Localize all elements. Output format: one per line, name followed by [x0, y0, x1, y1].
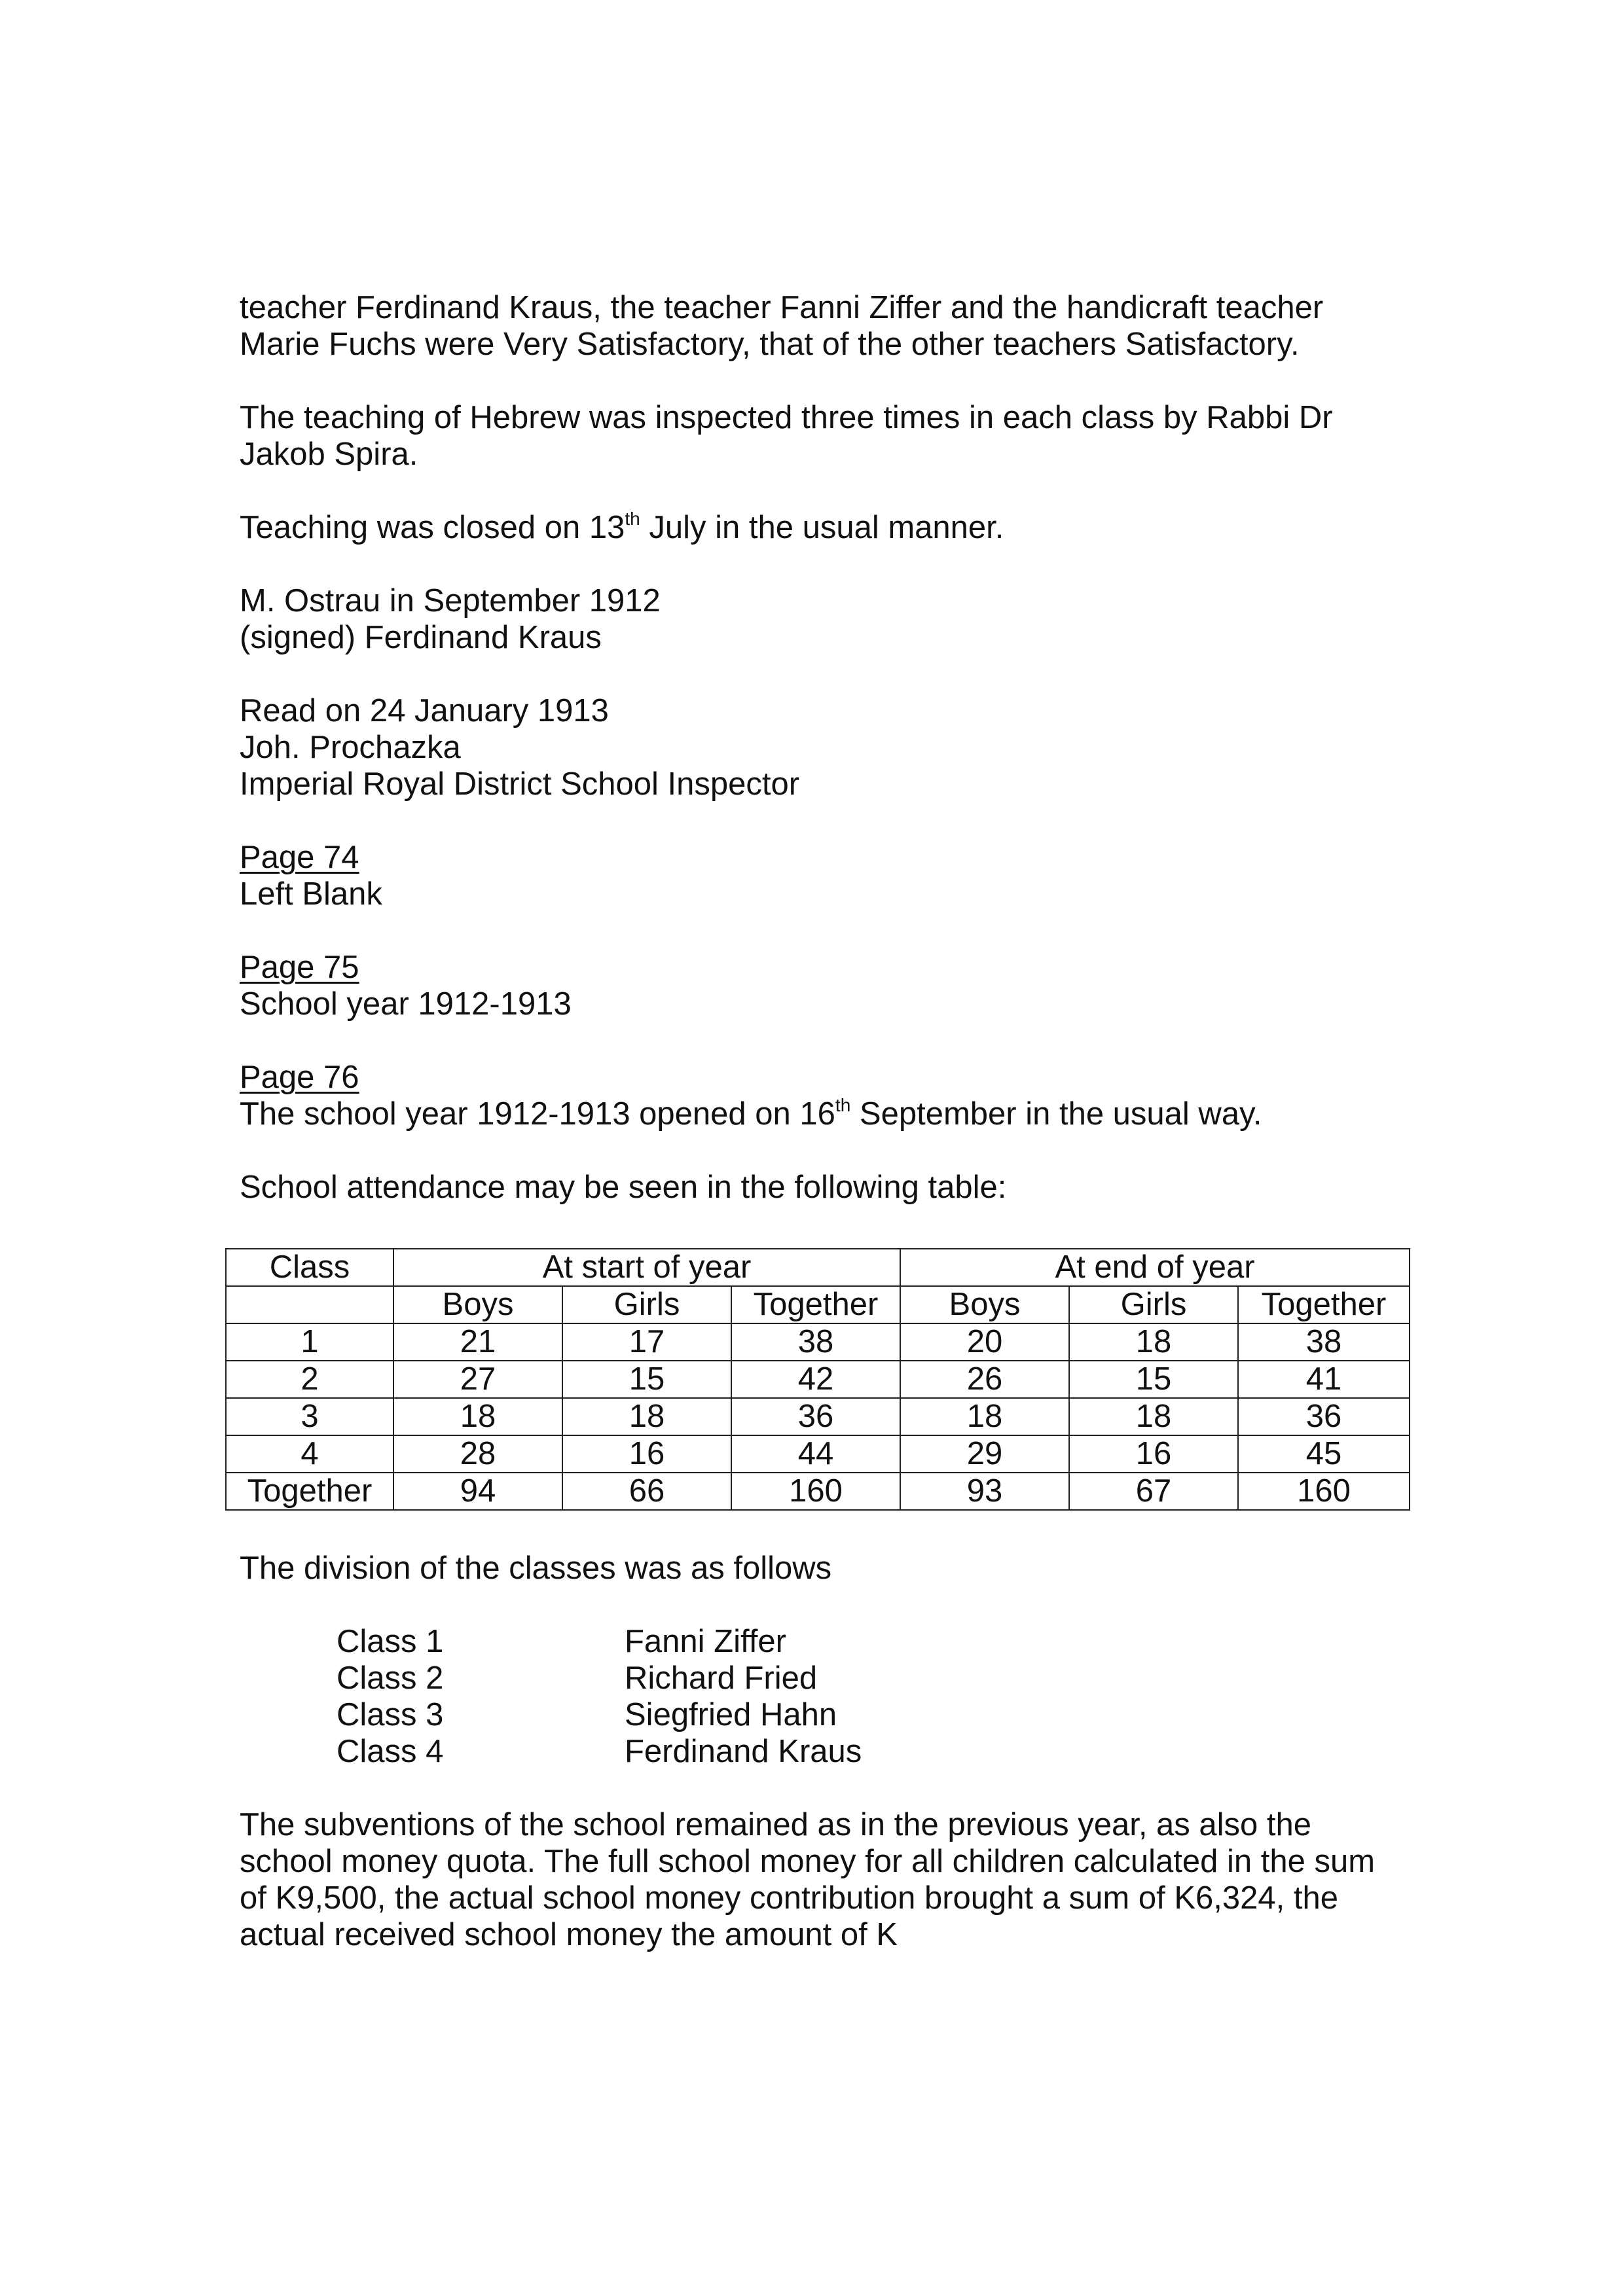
page-heading: Page 76: [240, 1060, 359, 1095]
subheader-boys: Boys: [393, 1286, 562, 1323]
teacher-name: Ferdinand Kraus: [625, 1734, 862, 1769]
table-cell: 17: [562, 1323, 731, 1361]
page-heading: Page 75: [240, 950, 359, 985]
inspector-block: [240, 692, 1412, 802]
table-cell: 28: [393, 1435, 562, 1473]
text-line: of K9,500, the actual school money contribution brought a sum of K6,324, the: [240, 1880, 1338, 1916]
table-total-row: [226, 1473, 1410, 1510]
table-cell: 1: [226, 1323, 393, 1361]
page-74-section: [240, 839, 1412, 912]
teacher-name: Fanni Ziffer: [625, 1624, 786, 1659]
paragraph-hebrew-inspection: [240, 399, 1412, 473]
class-label: Class 4: [337, 1734, 444, 1769]
text-line: The subventions of the school remained as in the previous year, as also the: [240, 1807, 1312, 1842]
attendance-table: [225, 1248, 1410, 1511]
table-cell: 4: [226, 1435, 393, 1473]
text-line: Joh. Prochazka: [240, 730, 461, 765]
text-line: The teaching of Hebrew was inspected three times in each class by Rabbi Dr: [240, 400, 1333, 435]
table-cell: 160: [1238, 1473, 1410, 1510]
table-subheader-row: [226, 1286, 1410, 1323]
attendance-intro: School attendance may be seen in the following table:: [240, 1170, 1007, 1205]
list-item: [337, 1696, 862, 1733]
text-line: actual received school money the amount of K: [240, 1917, 898, 1952]
class-label: Class 3: [337, 1697, 444, 1732]
table-cell: 44: [731, 1435, 900, 1473]
text-fragment: September in the usual way.: [850, 1096, 1262, 1132]
table-cell: 26: [900, 1361, 1069, 1398]
table-cell: 21: [393, 1323, 562, 1361]
text-line: Read on 24 January 1913: [240, 693, 609, 728]
list-item: [337, 1623, 862, 1660]
header-at-start-of-year: At start of year: [393, 1249, 900, 1286]
page-heading: Page 74: [240, 840, 359, 875]
ordinal-suffix: th: [835, 1095, 851, 1115]
table-cell: 29: [900, 1435, 1069, 1473]
header-at-end-of-year: At end of year: [900, 1249, 1410, 1286]
table-cell: 38: [1238, 1323, 1410, 1361]
table-cell: 3: [226, 1398, 393, 1435]
subheader-empty: [226, 1286, 393, 1323]
table-cell: Together: [226, 1473, 393, 1510]
subheader-together: Together: [1238, 1286, 1410, 1323]
table-cell: 2: [226, 1361, 393, 1398]
table-row: [226, 1435, 1410, 1473]
subheader-together: Together: [731, 1286, 900, 1323]
table-cell: 66: [562, 1473, 731, 1510]
document-body: [240, 289, 1412, 1206]
signature-block: [240, 583, 1412, 656]
teacher-name: Richard Fried: [625, 1660, 818, 1696]
table-cell: 20: [900, 1323, 1069, 1361]
text-line: M. Ostrau in September 1912: [240, 583, 661, 619]
class-label: Class 1: [337, 1624, 444, 1659]
table-cell: 18: [1069, 1398, 1238, 1435]
table-cell: 18: [562, 1398, 731, 1435]
list-item: [337, 1660, 862, 1696]
text-fragment: Teaching was closed on 13: [240, 510, 625, 545]
text-line: Imperial Royal District School Inspector: [240, 766, 800, 802]
text-line: Marie Fuchs were Very Satisfactory, that of the other teachers Satisfactory.: [240, 327, 1300, 362]
table-row: [226, 1398, 1410, 1435]
table-cell: 18: [1069, 1323, 1238, 1361]
text-line: Left Blank: [240, 876, 382, 912]
table-cell: 36: [1238, 1398, 1410, 1435]
subheader-girls: Girls: [562, 1286, 731, 1323]
table-cell: 41: [1238, 1361, 1410, 1398]
table-cell: 160: [731, 1473, 900, 1510]
header-class: Class: [226, 1249, 393, 1286]
text-fragment: July in the usual manner.: [640, 510, 1004, 545]
table-header-row: [226, 1249, 1410, 1286]
table-cell: 16: [562, 1435, 731, 1473]
text-line: school money quota. The full school money for all children calculated in the sum: [240, 1844, 1376, 1879]
table-row: [226, 1361, 1410, 1398]
table-cell: 36: [731, 1398, 900, 1435]
table-cell: 27: [393, 1361, 562, 1398]
text-line: (signed) Ferdinand Kraus: [240, 620, 602, 655]
table-cell: 45: [1238, 1435, 1410, 1473]
text-line: teacher Ferdinand Kraus, the teacher Fanni Ziffer and the handicraft teacher: [240, 290, 1324, 325]
table-cell: 16: [1069, 1435, 1238, 1473]
page-75-section: [240, 949, 1412, 1022]
class-label: Class 2: [337, 1660, 444, 1696]
text-fragment: The school year 1912-1913 opened on 16: [240, 1096, 835, 1132]
table-cell: 94: [393, 1473, 562, 1510]
paragraph-teacher-ratings: [240, 289, 1412, 363]
text-line: School year 1912-1913: [240, 986, 572, 1022]
table-cell: 15: [562, 1361, 731, 1398]
table-cell: 93: [900, 1473, 1069, 1510]
table-cell: 15: [1069, 1361, 1238, 1398]
division-intro: The division of the classes was as follows: [240, 1551, 832, 1586]
table-row: [226, 1323, 1410, 1361]
table-cell: 42: [731, 1361, 900, 1398]
subheader-boys: Boys: [900, 1286, 1069, 1323]
table-cell: 38: [731, 1323, 900, 1361]
table-cell: 18: [393, 1398, 562, 1435]
page-76-section: [240, 1059, 1412, 1132]
class-division-list: [337, 1623, 862, 1770]
list-item: [337, 1733, 862, 1770]
table-cell: 67: [1069, 1473, 1238, 1510]
teacher-name: Siegfried Hahn: [625, 1697, 837, 1732]
table-cell: 18: [900, 1398, 1069, 1435]
subheader-girls: Girls: [1069, 1286, 1238, 1323]
ordinal-suffix: th: [625, 509, 640, 529]
text-line: Jakob Spira.: [240, 437, 418, 472]
paragraph-subventions: [240, 1806, 1412, 1953]
paragraph-teaching-closed: [240, 509, 1412, 546]
